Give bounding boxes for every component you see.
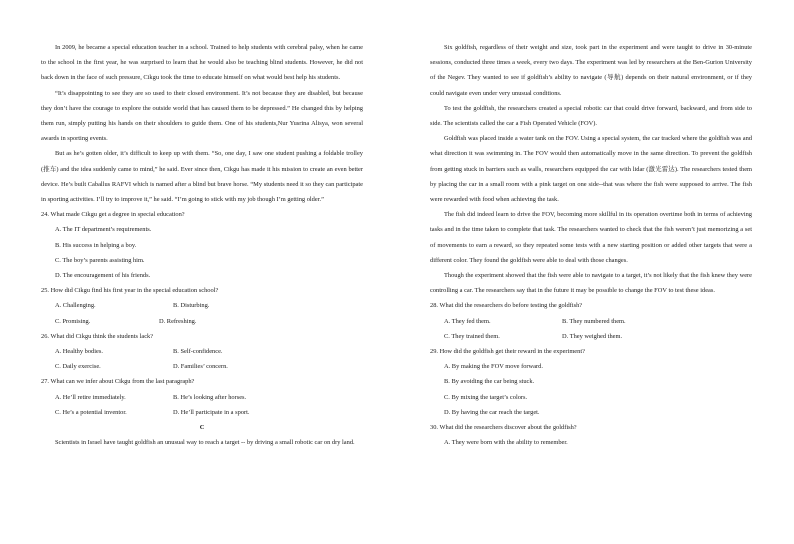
section-heading: C xyxy=(199,424,205,432)
options-row xyxy=(41,298,363,313)
right-column xyxy=(430,40,752,450)
option: D. By having the car reach the target. xyxy=(444,408,540,416)
option: B. Disturbing. xyxy=(173,302,210,310)
option: A. They were born with the ability to remember. xyxy=(444,439,568,447)
option: B. His success in helping a boy. xyxy=(55,241,137,249)
question-25: 25. How did Cikgu find his first year in the special education school? xyxy=(41,287,219,295)
question-29: 29. How did the goldfish get their reward in the experiment? xyxy=(430,348,585,356)
option: A. They fed them. xyxy=(444,317,491,325)
left-column xyxy=(41,40,363,450)
question-26: 26. What did Cikgu think the students lack? xyxy=(41,332,154,340)
option: D. The encouragement of his friends. xyxy=(55,272,151,280)
paragraph: To test the goldfish, the researchers created a special robotic car that could drive forward, backward, and from side to side. The scientists called the car a Fish Operated Vehicle (FOV). xyxy=(430,104,752,128)
paragraph: Though the experiment showed that the fish were able to navigate to a target, it’s not likely that the fish knew they were controlling a car. The researchers say that in the future it may be possible to change the FOV to test these ideas. xyxy=(430,272,752,295)
option: A. Challenging. xyxy=(55,302,96,310)
question-27: 27. What can we infer about Cikgu from the last paragraph? xyxy=(41,378,195,386)
options-row xyxy=(41,314,363,329)
question-28: 28. What did the researchers do before testing the goldfish? xyxy=(430,302,583,310)
option: B. Self-confidence. xyxy=(173,348,223,356)
option: D. He’ll participate in a sport. xyxy=(173,408,250,416)
option: A. By making the FOV move forward. xyxy=(444,363,543,371)
options-row xyxy=(41,390,363,405)
paragraph: But as he’s gotten older, it’s difficult to keep up with them. “So, one day, I saw one student pushing a foldable trolley (推车) and the idea suddenly came to mind,” he said. Ever since then, Cikgu has made it his mission to create an even better device. He’s built Caballus RAFVI which is named after a blind but brave horse. “My students need it so they can participate in sporting activities. I’ll try to improve it,” he said. “I’m going to stick with my job though I’m getting older.” xyxy=(41,150,363,204)
option: B. By avoiding the car being stuck. xyxy=(444,378,535,386)
option: C. They trained them. xyxy=(444,332,500,340)
option: C. Promising. xyxy=(55,317,91,325)
option: D. They weighed them. xyxy=(562,332,623,340)
paragraph: Six goldfish, regardless of their weight and size, took part in the experiment and were taught to drive in 30-minute sessions, conducted three times a week, every two days. The experiment was led by researchers at the Ben-Gurion University of the Negev. They wanted to see if goldfish’s ability to navigate (导航) depends on their natural environment, or if they could navigate even under very unusual conditions. xyxy=(430,44,752,97)
paragraph: Scientists in Israel have taught goldfish an unusual way to reach a target -- by driving a small robotic car on dry land. xyxy=(55,439,355,447)
option: C. Daily exercise. xyxy=(55,363,101,371)
options-row xyxy=(430,314,752,329)
options-row xyxy=(430,329,752,344)
option: D. Refreshing. xyxy=(159,317,197,325)
paragraph: Goldfish was placed inside a water tank on the FOV. Using a special system, the car tracked where the goldfish was and what direction it was swimming in. The FOV would then automatically move in the same direction. To prevent the goldfish from getting stuck in barriers such as walls, researchers equipped the car with lidar (激光雷达). The researchers tested them by placing the car in a small room with a pink target on one side--that was where the fish were supposed to arrive. The fish were rewarded with food when achieving the task. xyxy=(430,135,752,204)
option: A. He’ll retire immediately. xyxy=(55,393,126,401)
options-row xyxy=(41,405,363,420)
paragraph: The fish did indeed learn to drive the FOV, becoming more skillful in its operation overtime both in terms of achieving tasks and in the time taken to complete that task. The researchers wanted to check that the fish weren’t just memorizing a set of movements to earn a reward, so they repeated some tests with a new starting position or added other targets that were a different color. They found the goldfish were able to deal with those changes. xyxy=(430,211,752,264)
options-row xyxy=(41,344,363,359)
question-30: 30. What did the researchers discover about the goldfish? xyxy=(430,424,577,432)
option: B. He’s looking after horses. xyxy=(173,393,247,401)
option: B. They numbered them. xyxy=(562,317,626,325)
option: A. Healthy bodies. xyxy=(55,348,103,356)
question-24: 24. What made Cikgu get a degree in special education? xyxy=(41,211,185,219)
option: C. He’s a potential inventor. xyxy=(55,408,127,416)
option: C. By mixing the target’s colors. xyxy=(444,393,528,401)
paragraph: In 2009, he became a special education teacher in a school. Trained to help students with cerebral palsy, when he came to the school in the first year, he was surprised to learn that he would also be teaching blind students. However, he did not back down in the face of such pressure, Cikgu took the time to educate himself on what would best help his students. xyxy=(41,44,363,82)
option: A. The IT department’s requirements. xyxy=(55,226,152,234)
option: D. Families’ concern. xyxy=(173,363,228,371)
paragraph: “It’s disappointing to see they are so used to their closed environment. It’s not because they are disabled, but because they don’t have the courage to explore the outside world that has caused them to be depressed.” He changed this by helping them run, simply putting his hands on their shoulders to guide them. One of his students,Nur Yusrina Alisya, won several awards in sporting events. xyxy=(41,89,363,143)
option: C. The boy’s parents assisting him. xyxy=(55,256,145,264)
options-row xyxy=(41,359,363,374)
